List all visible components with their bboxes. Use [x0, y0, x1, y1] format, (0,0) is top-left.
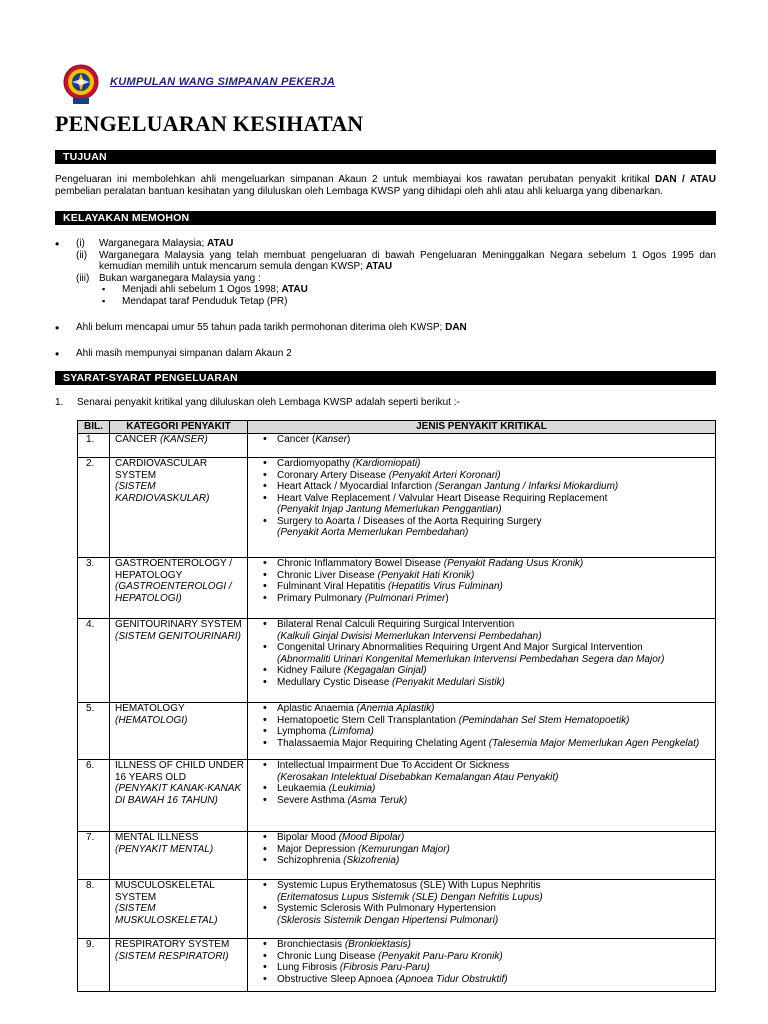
- table-row: [78, 880, 716, 939]
- row-number: 8.: [78, 880, 110, 939]
- disease-item: • Thalassaemia Major Requiring Chelating Agent (Talesemia Major Memerlukan Agen Pengkelat): [261, 738, 712, 750]
- category-cell: [110, 619, 248, 703]
- disease-item: • Schizophrenia (Skizofrenia): [261, 855, 712, 867]
- row-number: 3.: [78, 558, 110, 619]
- bullet: •: [55, 237, 60, 251]
- category-cell: [110, 434, 248, 458]
- section-header-syarat: SYARAT-SYARAT PENGELUARAN: [55, 371, 716, 385]
- category-name-malay: (HEMATOLOGI): [115, 714, 188, 726]
- disease-item: • Leukaemia (Leukimia): [261, 783, 712, 795]
- disease-item: • Primary Pulmonary (Pulmonari Primer): [261, 593, 712, 605]
- category-name: CARDIOVASCULAR SYSTEM: [115, 458, 208, 481]
- eligibility-item: (ii) Warganegara Malaysia yang telah membuat pengeluaran di bawah Pengeluaran Meninggalkan Negara sebelum 1 Ogos 1995 dan kemudian memilih untuk mencarum semula dengan KWSP; ATAU: [76, 249, 716, 272]
- disease-cell: [248, 939, 716, 992]
- brand-name: KUMPULAN WANG SIMPANAN PEKERJA: [110, 76, 336, 88]
- disease-list: [251, 434, 712, 446]
- disease-item: • Heart Valve Replacement / Valvular Heart Disease Requiring Replacement: [261, 493, 712, 505]
- disease-list: [251, 939, 712, 985]
- disease-item: • Bronchiectasis (Bronkiektasis): [261, 939, 712, 951]
- syarat-intro: Senarai penyakit kritikal yang diluluskan oleh Lembaga KWSP adalah seperti berikut :-: [77, 397, 460, 408]
- disease-item: • Intellectual Impairment Due To Accident Or Sickness: [261, 760, 712, 772]
- table-row: [78, 760, 716, 832]
- eligibility-item: (i) Warganegara Malaysia; ATAU: [76, 238, 234, 249]
- disease-item: • Congenital Urinary Abnormalities Requiring Urgent And Major Surgical Intervention: [261, 642, 712, 654]
- table-row: [78, 832, 716, 880]
- disease-item: • Cancer (Kanser): [261, 434, 712, 446]
- category-name-malay: (PENYAKIT MENTAL): [115, 843, 214, 855]
- category-name: GASTROENTEROLOGY / HEPATOLOGY: [115, 558, 233, 581]
- category-cell: [110, 880, 248, 939]
- disease-item: • Medullary Cystic Disease (Penyakit Medulari Sistik): [261, 677, 712, 689]
- bullet: •: [55, 321, 60, 335]
- eligibility-list: [76, 238, 716, 307]
- category-name: ILLNESS OF CHILD UNDER 16 YEARS OLD: [115, 760, 244, 783]
- age-condition: Ahli belum mencapai umur 55 tahun pada tarikh permohonan diterima oleh KWSP; DAN: [76, 322, 467, 333]
- row-number: 7.: [78, 832, 110, 880]
- category-cell: [110, 458, 248, 558]
- category-name-malay: (SISTEM MUSKULOSKELETAL): [115, 903, 218, 926]
- disease-item-malay: (Penyakit Injap Jantung Memerlukan Penggantian): [277, 504, 502, 515]
- category-name-malay: (PENYAKIT KANAK-KANAK DI BAWAH 16 TAHUN): [115, 783, 242, 806]
- disease-cell: [248, 880, 716, 939]
- disease-cell: [248, 458, 716, 558]
- disease-cell: [248, 558, 716, 619]
- disease-item-malay: (Penyakit Aorta Memerlukan Pembedahan): [277, 527, 469, 538]
- eligibility-item: (iii) Bukan warganegara Malaysia yang :: [76, 272, 261, 284]
- disease-item: • Lymphoma (Limfoma): [261, 726, 712, 738]
- disease-item: • Chronic Liver Disease (Penyakit Hati Kronik): [261, 570, 712, 582]
- disease-list: [251, 703, 712, 749]
- table-row: [78, 458, 716, 558]
- disease-list: [251, 558, 712, 604]
- category-name: MENTAL ILLNESS: [115, 832, 199, 843]
- disease-item: • Aplastic Anaemia (Anemia Aplastik): [261, 703, 712, 715]
- table-row: [78, 619, 716, 703]
- disease-item: • Surgery to Aoarta / Diseases of the Aorta Requiring Surgery: [261, 516, 712, 528]
- syarat-number: 1.: [55, 397, 64, 408]
- disease-item-malay: (Abnormaliti Urinari Kongenital Memerlukan Intervensi Pembedahan Segera dan Major): [277, 653, 665, 665]
- row-number: 2.: [78, 458, 110, 558]
- disease-item: • Lung Fibrosis (Fibrosis Paru-Paru): [261, 962, 712, 974]
- disease-item: • Hematopoetic Stem Cell Transplantation (Pemindahan Sel Stem Hematopoetik): [261, 715, 712, 727]
- tujuan-paragraph: Pengeluaran ini membolehkan ahli mengeluarkan simpanan Akaun 2 untuk membiayai kos rawatan perubatan penyakit kritikal DAN / ATAU pembelian peralatan bantuan kesihatan yang diluluskan oleh Lembaga KWSP yang dihidapi oleh ahli atau ahli keluarga yang dibenarkan.: [55, 174, 716, 197]
- disease-list: [251, 619, 712, 688]
- disease-item-malay: (Eritematosus Lupus Sistemik (SLE) Dengan Nefritis Lupus): [277, 891, 543, 903]
- category-name-malay: (SISTEM RESPIRATORI): [115, 950, 229, 962]
- category-cell: [110, 703, 248, 760]
- disease-item: • Heart Attack / Myocardial Infarction (Serangan Jantung / Infarksi Miokardium): [261, 481, 712, 493]
- table-row: [78, 558, 716, 619]
- category-name-malay: (SISTEM KARDIOVASKULAR): [115, 481, 210, 504]
- disease-item: • Fulminant Viral Hepatitis (Hepatitis Virus Fulminan): [261, 581, 712, 593]
- disease-cell: [248, 619, 716, 703]
- row-number: 4.: [78, 619, 110, 703]
- disease-item: • Severe Asthma (Asma Teruk): [261, 795, 712, 807]
- disease-item: • Cardiomyopathy (Kardiomiopati): [261, 458, 712, 470]
- disease-item: • Obstructive Sleep Apnoea (Apnoea Tidur Obstruktif): [261, 974, 712, 986]
- disease-item: • Major Depression (Kemurungan Major): [261, 844, 712, 856]
- category-cell: [110, 760, 248, 832]
- disease-cell: [248, 760, 716, 832]
- page-title: PENGELUARAN KESIHATAN: [55, 111, 364, 136]
- column-header: BIL.: [78, 421, 110, 434]
- section-header-kelayakan: KELAYAKAN MEMOHON: [55, 211, 716, 225]
- row-number: 5.: [78, 703, 110, 760]
- disease-item: • Kidney Failure (Kegagalan Ginjal): [261, 665, 712, 677]
- column-header: KATEGORI PENYAKIT: [110, 421, 248, 434]
- category-name-malay: (SISTEM GENITOURINARI): [115, 630, 241, 642]
- category-name: RESPIRATORY SYSTEM: [115, 939, 230, 950]
- savings-condition: Ahli masih mempunyai simpanan dalam Akaun 2: [76, 348, 292, 359]
- category-cell: [110, 939, 248, 992]
- table-row: [78, 703, 716, 760]
- kwsp-logo: [62, 60, 100, 106]
- eligibility-subitem: ▪ Mendapat taraf Penduduk Tetap (PR): [76, 296, 716, 308]
- disease-item: • Chronic Lung Disease (Penyakit Paru-Paru Kronik): [261, 951, 712, 963]
- category-name-malay: (KANSER): [160, 434, 208, 445]
- category-name: HEMATOLOGY: [115, 703, 185, 714]
- critical-illness-table: [77, 420, 716, 992]
- category-name: MUSCULOSKELETAL SYSTEM: [115, 880, 215, 903]
- disease-list: [251, 832, 712, 867]
- disease-item: • Systemic Sclerosis With Pulmonary Hypertension: [261, 903, 712, 915]
- category-name: CANCER: [115, 434, 161, 445]
- disease-cell: [248, 434, 716, 458]
- row-number: 1.: [78, 434, 110, 458]
- disease-item-malay: (Kerosakan Intelektual Disebabkan Kemalangan Atau Penyakit): [277, 771, 559, 783]
- bullet: •: [55, 347, 60, 361]
- disease-list: [251, 458, 712, 539]
- category-name: GENITOURINARY SYSTEM: [115, 619, 242, 630]
- category-name-malay: (GASTROENTEROLOGI / HEPATOLOGI): [115, 581, 232, 604]
- column-header: JENIS PENYAKIT KRITIKAL: [248, 421, 716, 434]
- disease-list: [251, 760, 712, 806]
- disease-list: [251, 880, 712, 926]
- section-header-tujuan: TUJUAN: [55, 150, 716, 164]
- disease-item: • Systemic Lupus Erythematosus (SLE) With Lupus Nephritis: [261, 880, 712, 892]
- disease-item-malay: (Kalkuli Ginjal Dwisisi Memerlukan Intervensi Pembedahan): [277, 630, 542, 642]
- eligibility-subitem: ▪ Menjadi ahli sebelum 1 Ogos 1998; ATAU: [76, 284, 716, 296]
- category-cell: [110, 558, 248, 619]
- row-number: 6.: [78, 760, 110, 832]
- disease-item-malay: (Sklerosis Sistemik Dengan Hipertensi Pulmonari): [277, 914, 499, 926]
- table-row: [78, 434, 716, 458]
- disease-item: • Coronary Artery Disease (Penyakit Arteri Koronari): [261, 470, 712, 482]
- category-cell: [110, 832, 248, 880]
- row-number: 9.: [78, 939, 110, 992]
- disease-cell: [248, 703, 716, 760]
- disease-item: • Bipolar Mood (Mood Bipolar): [261, 832, 712, 844]
- table-header-row: [78, 421, 716, 434]
- disease-cell: [248, 832, 716, 880]
- disease-item: • Chronic Inflammatory Bowel Disease (Penyakit Radang Usus Kronik): [261, 558, 712, 570]
- table-row: [78, 939, 716, 992]
- disease-item: • Bilateral Renal Calculi Requiring Surgical Intervention: [261, 619, 712, 631]
